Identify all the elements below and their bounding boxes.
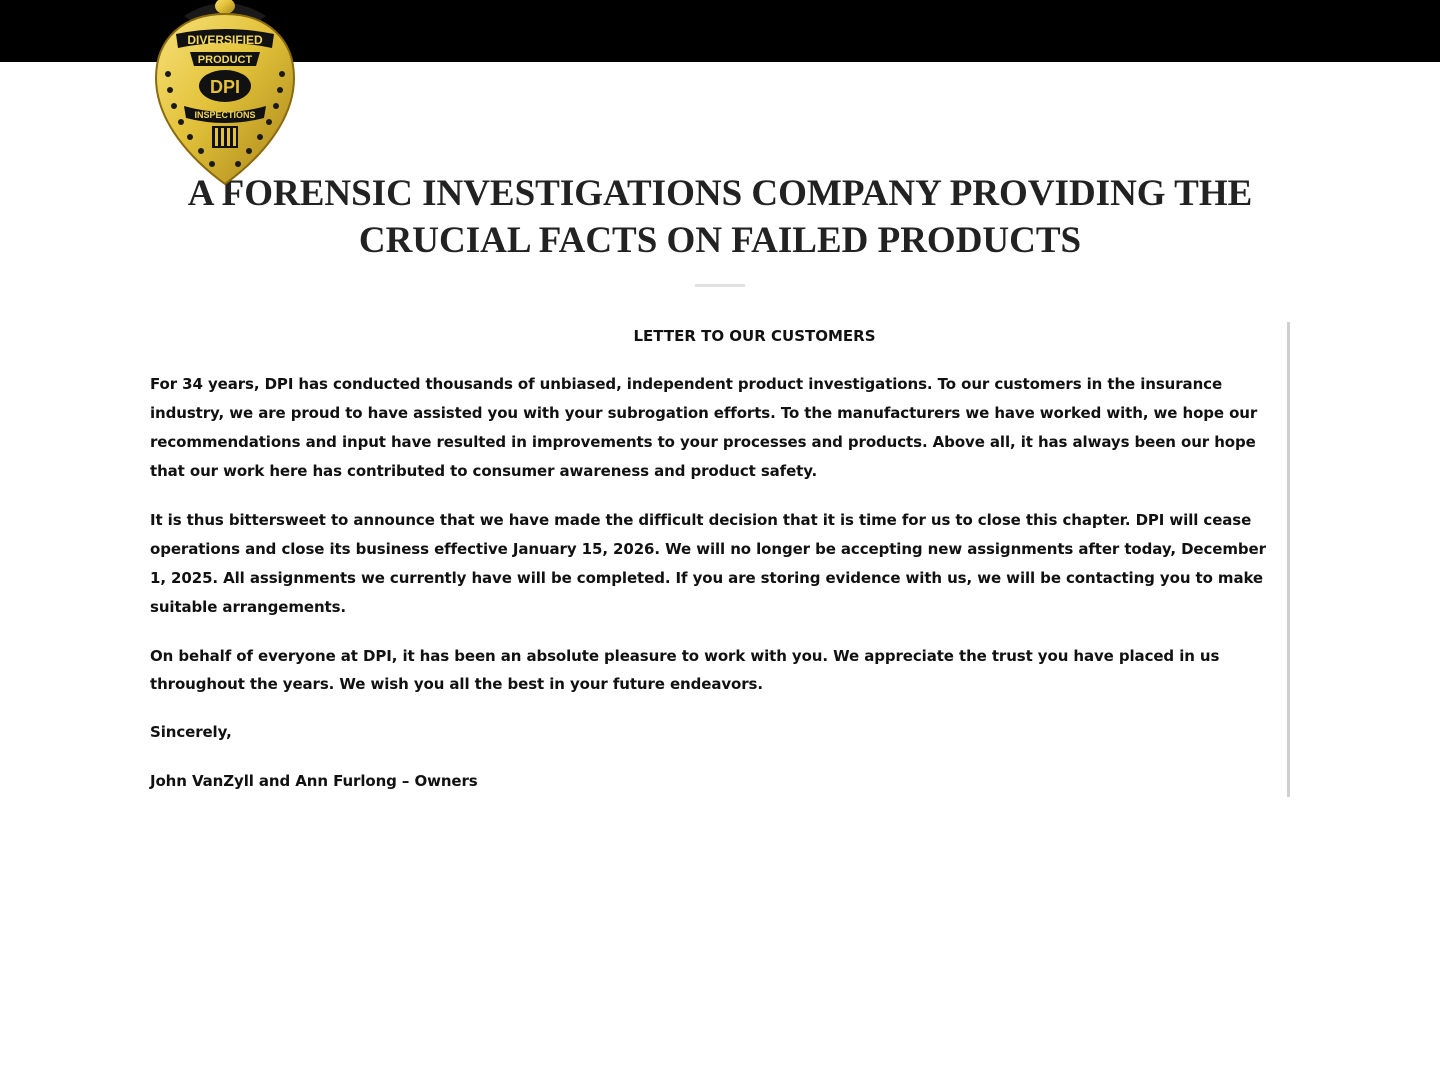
dpi-badge-logo[interactable] <box>154 0 296 186</box>
badge-icon <box>154 0 296 186</box>
headline-divider <box>695 284 745 287</box>
svg-text:DIVERSIFIED: DIVERSIFIED <box>187 33 263 47</box>
letter-title: LETTER TO OUR CUSTOMERS <box>633 327 876 345</box>
svg-text:INSPECTIONS: INSPECTIONS <box>194 110 256 120</box>
customer-letter <box>150 322 1290 797</box>
letter-closing: Sincerely, <box>150 723 232 741</box>
letter-paragraph-1: For 34 years, DPI has conducted thousands of unbiased, independent product investigations. To our customers in the insurance industry, we are proud to have assisted you with your subrogation efforts. To the manufacturers we have worked with, we hope our recommendations and input have resulted in improvements to your processes and products. Above all, it has always been our hope that our work here has contributed to consumer awareness and product safety. <box>150 375 1258 480</box>
letter-paragraph-3: On behalf of everyone at DPI, it has been an absolute pleasure to work with you. We appreciate the trust you have placed in us throughout the years. We wish you all the best in your future endeavors. <box>150 647 1220 693</box>
headline-line-2: CRUCIAL FACTS ON FAILED PRODUCTS <box>358 220 1082 261</box>
svg-text:PRODUCT: PRODUCT <box>197 54 253 66</box>
page-headline <box>150 170 1290 264</box>
letter-paragraph-2: It is thus bittersweet to announce that we have made the difficult decision that it is time for us to close this chapter. DPI will cease operations and close its business effective January 15, 2026. We will no longer be accepting new assignments after today, December 1, 2025. All assignments we currently have will be completed. If you are storing evidence with us, we will be contacting you to make suitable arrangements. <box>150 511 1266 616</box>
svg-text:DPI: DPI <box>209 77 241 97</box>
headline-line-1: A FORENSIC INVESTIGATIONS COMPANY PROVIDING THE <box>187 173 1253 214</box>
letter-signature: John VanZyll and Ann Furlong – Owners <box>150 772 478 790</box>
